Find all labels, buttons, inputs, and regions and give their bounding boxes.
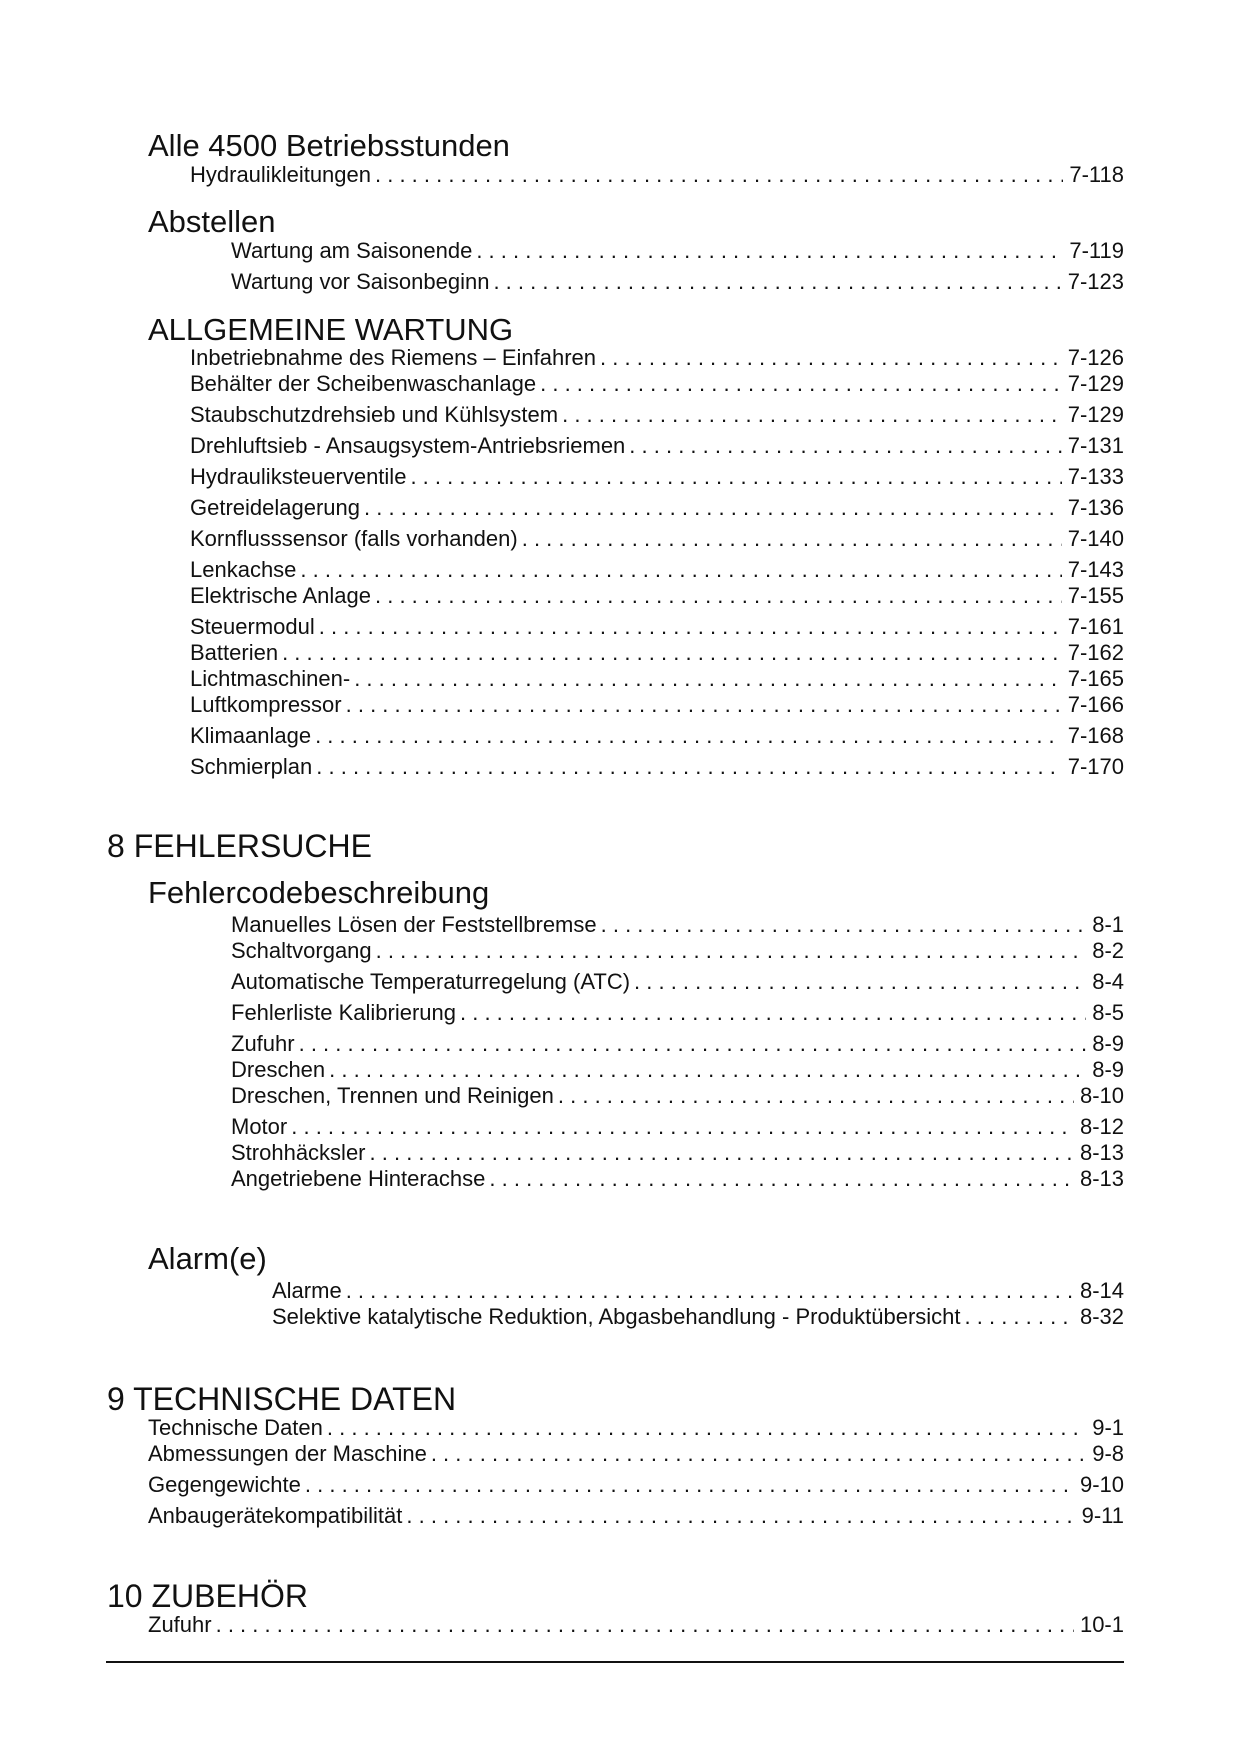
entry-page: 9-8 <box>1092 1441 1124 1466</box>
dot-leader <box>364 497 1062 519</box>
entry-page: 7-119 <box>1069 238 1124 263</box>
toc-entry[interactable] <box>272 1306 1124 1328</box>
entry-page: 8-5 <box>1092 1000 1124 1025</box>
toc-entry[interactable] <box>231 240 1124 262</box>
dot-leader <box>493 271 1061 293</box>
dot-leader <box>489 1168 1074 1190</box>
dot-leader <box>316 756 1061 778</box>
toc-entry[interactable] <box>190 466 1124 488</box>
dot-leader <box>410 466 1061 488</box>
toc-entry[interactable] <box>190 585 1124 607</box>
entry-page: 7-129 <box>1067 371 1124 396</box>
entry-page: 7-168 <box>1067 723 1124 748</box>
toc-entry[interactable] <box>231 914 1124 936</box>
toc-entry[interactable] <box>272 1280 1124 1302</box>
toc-entry[interactable] <box>190 347 1124 369</box>
dot-leader <box>319 616 1062 638</box>
toc-entry[interactable] <box>190 668 1124 690</box>
dot-leader <box>562 404 1062 426</box>
dot-leader <box>375 164 1063 186</box>
toc-entry[interactable] <box>190 404 1124 426</box>
entry-title: Wartung am Saisonende <box>231 238 473 263</box>
toc-entry[interactable] <box>148 1417 1124 1439</box>
toc-entry[interactable] <box>231 1002 1124 1024</box>
entry-page: 9-11 <box>1081 1503 1124 1528</box>
section-heading: Alarm(e) <box>148 1241 267 1276</box>
entry-page: 8-14 <box>1079 1278 1124 1303</box>
dot-leader <box>375 585 1062 607</box>
dot-leader <box>476 240 1063 262</box>
entry-page: 8-2 <box>1092 938 1124 963</box>
toc-entry[interactable] <box>190 497 1124 519</box>
entry-page: 8-4 <box>1092 969 1124 994</box>
entry-page: 7-170 <box>1067 754 1124 779</box>
chapter-heading: 9 TECHNISCHE DATEN <box>107 1381 457 1417</box>
entry-title: Schmierplan <box>190 754 313 779</box>
toc-entry[interactable] <box>148 1614 1124 1636</box>
entry-title: Inbetriebnahme des Riemens – Einfahren <box>190 345 597 370</box>
dot-leader <box>327 1417 1086 1439</box>
dot-leader <box>216 1614 1074 1636</box>
entry-title: Behälter der Scheibenwaschanlage <box>190 371 537 396</box>
toc-entry[interactable] <box>148 1474 1124 1496</box>
dot-leader <box>305 1474 1074 1496</box>
entry-title: Schaltvorgang <box>231 938 372 963</box>
entry-page: 7-133 <box>1067 464 1124 489</box>
toc-entry[interactable] <box>231 1142 1124 1164</box>
section-heading: Alle 4500 Betriebsstunden <box>148 128 510 163</box>
entry-title: Angetriebene Hinterachse <box>231 1166 486 1191</box>
dot-leader <box>370 1142 1074 1164</box>
dot-leader <box>540 373 1062 395</box>
entry-title: Anbaugerätekompatibilität <box>148 1503 403 1528</box>
toc-entry[interactable] <box>190 725 1124 747</box>
dot-leader <box>601 914 1087 936</box>
entry-title: Staubschutzdrehsieb und Kühlsystem <box>190 402 559 427</box>
toc-entry[interactable] <box>231 271 1124 293</box>
entry-title: Strohhäcksler <box>231 1140 366 1165</box>
entry-title: Getreidelagerung <box>190 495 361 520</box>
toc-entry[interactable] <box>148 1443 1124 1465</box>
toc-entry[interactable] <box>190 528 1124 550</box>
entry-title: Gegengewichte <box>148 1472 301 1497</box>
dot-leader <box>460 1002 1086 1024</box>
dot-leader <box>965 1306 1074 1328</box>
toc-entry[interactable] <box>231 1116 1124 1138</box>
dot-leader <box>354 668 1062 690</box>
entry-page: 7-123 <box>1067 269 1124 294</box>
entry-page: 8-9 <box>1092 1031 1124 1056</box>
entry-page: 8-12 <box>1079 1114 1124 1139</box>
entry-title: Elektrische Anlage <box>190 583 371 608</box>
entry-page: 8-10 <box>1079 1083 1124 1108</box>
entry-title: Zufuhr <box>231 1031 295 1056</box>
toc-entry[interactable] <box>190 642 1124 664</box>
toc-entry[interactable] <box>231 1168 1124 1190</box>
dot-leader <box>300 559 1061 581</box>
toc-entry[interactable] <box>190 756 1124 778</box>
dot-leader <box>346 1280 1074 1302</box>
entry-page: 7-161 <box>1067 614 1124 639</box>
toc-entry[interactable] <box>190 164 1124 186</box>
entry-title: Kornflusssensor (falls vorhanden) <box>190 526 518 551</box>
entry-title: Manuelles Lösen der Feststellbremse <box>231 912 597 937</box>
entry-title: Luftkompressor <box>190 692 342 717</box>
entry-title: Technische Daten <box>148 1415 323 1440</box>
dot-leader <box>522 528 1062 550</box>
dot-leader <box>558 1085 1074 1107</box>
entry-page: 7-131 <box>1067 433 1124 458</box>
toc-entry[interactable] <box>148 1505 1124 1527</box>
section-heading: ALLGEMEINE WARTUNG <box>148 312 514 347</box>
entry-title: Hydraulikleitungen <box>190 162 371 187</box>
entry-title: Klimaanlage <box>190 723 312 748</box>
entry-page: 7-118 <box>1069 162 1124 187</box>
bottom-rule <box>106 1661 1124 1663</box>
section-heading: Fehlercodebeschreibung <box>148 875 490 910</box>
toc-entry[interactable] <box>190 694 1124 716</box>
dot-leader <box>634 971 1086 993</box>
entry-page: 7-155 <box>1067 583 1124 608</box>
entry-title: Alarme <box>272 1278 342 1303</box>
dot-leader <box>431 1443 1086 1465</box>
dot-leader <box>376 940 1087 962</box>
toc-entry[interactable] <box>190 373 1124 395</box>
dot-leader <box>299 1033 1087 1055</box>
entry-page: 9-10 <box>1079 1472 1124 1497</box>
entry-page: 7-136 <box>1067 495 1124 520</box>
entry-page: 7-162 <box>1067 640 1124 665</box>
entry-title: Selektive katalytische Reduktion, Abgasbehandlung - Produktübersicht <box>272 1304 961 1329</box>
chapter-heading: 10 ZUBEHÖR <box>107 1578 308 1614</box>
dot-leader <box>346 694 1062 716</box>
dot-leader <box>315 725 1062 747</box>
toc-entry[interactable] <box>231 1033 1124 1055</box>
entry-page: 9-1 <box>1092 1415 1124 1440</box>
toc-entry[interactable] <box>190 435 1124 457</box>
entry-page: 7-129 <box>1067 402 1124 427</box>
entry-page: 10-1 <box>1079 1612 1124 1637</box>
entry-page: 8-13 <box>1079 1140 1124 1165</box>
toc-entry[interactable] <box>190 616 1124 638</box>
entry-page: 7-126 <box>1067 345 1124 370</box>
toc-entry[interactable] <box>231 1085 1124 1107</box>
entry-page: 8-1 <box>1092 912 1124 937</box>
dot-leader <box>629 435 1061 457</box>
toc-entry[interactable] <box>231 940 1124 962</box>
chapter-heading: 8 FEHLERSUCHE <box>107 828 372 864</box>
dot-leader <box>329 1059 1086 1081</box>
toc-entry[interactable] <box>231 971 1124 993</box>
toc-entry[interactable] <box>190 559 1124 581</box>
entry-title: Fehlerliste Kalibrierung <box>231 1000 456 1025</box>
entry-title: Dreschen, Trennen und Reinigen <box>231 1083 554 1108</box>
entry-page: 8-32 <box>1079 1304 1124 1329</box>
entry-title: Zufuhr <box>148 1612 212 1637</box>
entry-title: Lenkachse <box>190 557 297 582</box>
toc-entry[interactable] <box>231 1059 1124 1081</box>
entry-page: 7-165 <box>1067 666 1124 691</box>
entry-page: 7-143 <box>1067 557 1124 582</box>
entry-title: Batterien <box>190 640 279 665</box>
entry-page: 7-140 <box>1067 526 1124 551</box>
dot-leader <box>291 1116 1074 1138</box>
entry-title: Dreschen <box>231 1057 326 1082</box>
entry-page: 8-9 <box>1092 1057 1124 1082</box>
entry-title: Hydrauliksteuerventile <box>190 464 407 489</box>
entry-title: Wartung vor Saisonbeginn <box>231 269 490 294</box>
entry-page: 7-166 <box>1067 692 1124 717</box>
entry-title: Steuermodul <box>190 614 315 639</box>
entry-title: Automatische Temperaturregelung (ATC) <box>231 969 631 994</box>
section-heading: Abstellen <box>148 204 276 239</box>
dot-leader <box>282 642 1062 664</box>
dot-leader <box>600 347 1062 369</box>
dot-leader <box>406 1505 1075 1527</box>
entry-title: Lichtmaschinen- <box>190 666 351 691</box>
entry-page: 8-13 <box>1079 1166 1124 1191</box>
entry-title: Motor <box>231 1114 288 1139</box>
entry-title: Drehluftsieb - Ansaugsystem-Antriebsriemen <box>190 433 626 458</box>
entry-title: Abmessungen der Maschine <box>148 1441 427 1466</box>
